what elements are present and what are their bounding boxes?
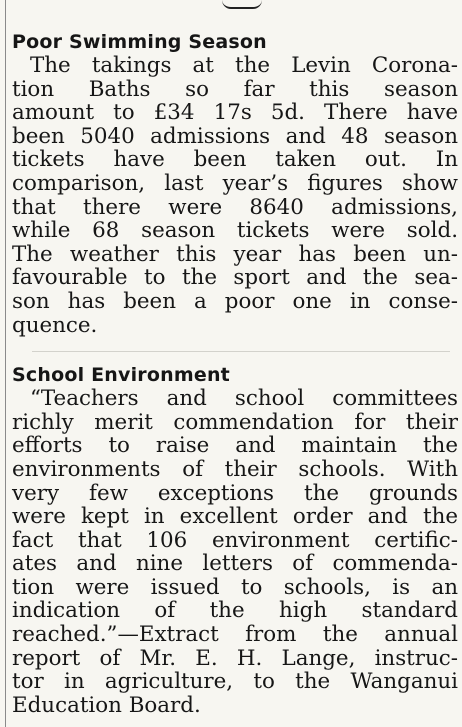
body-line: been 5040 admissions and 48 season [12,123,458,149]
article-body [12,54,458,337]
body-line: quence. [12,312,98,338]
body-line: The weather this year has been un- [12,241,458,267]
body-line: amount to £34 17s 5d. There have [12,100,458,126]
body-line: report of Mr. E. H. Lange, instruc- [12,645,458,671]
article-school-environment [12,363,458,717]
section-ornament [222,0,262,9]
newspaper-column [12,30,458,717]
body-line: tion were issued to schools, is an [12,574,458,600]
article-body [12,387,458,717]
body-line: very few exceptions the grounds [12,480,458,506]
body-line: tor in agriculture, to the Wanganui [12,669,458,695]
body-line: The takings at the Levin Corona- [30,53,458,78]
body-line: ates and nine letters of commenda- [12,551,458,577]
body-line: reached.”—Extract from the annual [12,622,458,648]
article-headline: School Environment [12,364,230,387]
article-poor-swimming-season [12,30,458,337]
body-line: comparison, last year’s figures show [12,170,458,196]
body-line: Education Board. [12,692,201,718]
body-line: favourable to the sport and the sea- [12,265,458,291]
article-headline: Poor Swimming Season [12,31,267,53]
divider [32,351,450,352]
body-line: efforts to raise and maintain the [12,433,458,459]
body-line: were kept in excellent order and the [12,504,458,530]
article-separator [12,337,458,363]
body-line: environments of their schools. With [12,456,458,482]
body-line: richly merit commendation for their [12,409,458,435]
body-line: tickets have been taken out. In [12,147,458,173]
body-line: “Teachers and school committees [30,386,458,412]
body-line: that there were 8640 admissions, [12,194,458,220]
body-line: fact that 106 environment certific- [12,527,458,553]
body-line: tion Baths so far this season [12,76,458,102]
column-rule [5,0,6,727]
body-line: while 68 season tickets were sold. [12,218,458,244]
body-line: indication of the high standard [12,598,458,624]
body-line: son has been a poor one in conse- [12,288,458,314]
